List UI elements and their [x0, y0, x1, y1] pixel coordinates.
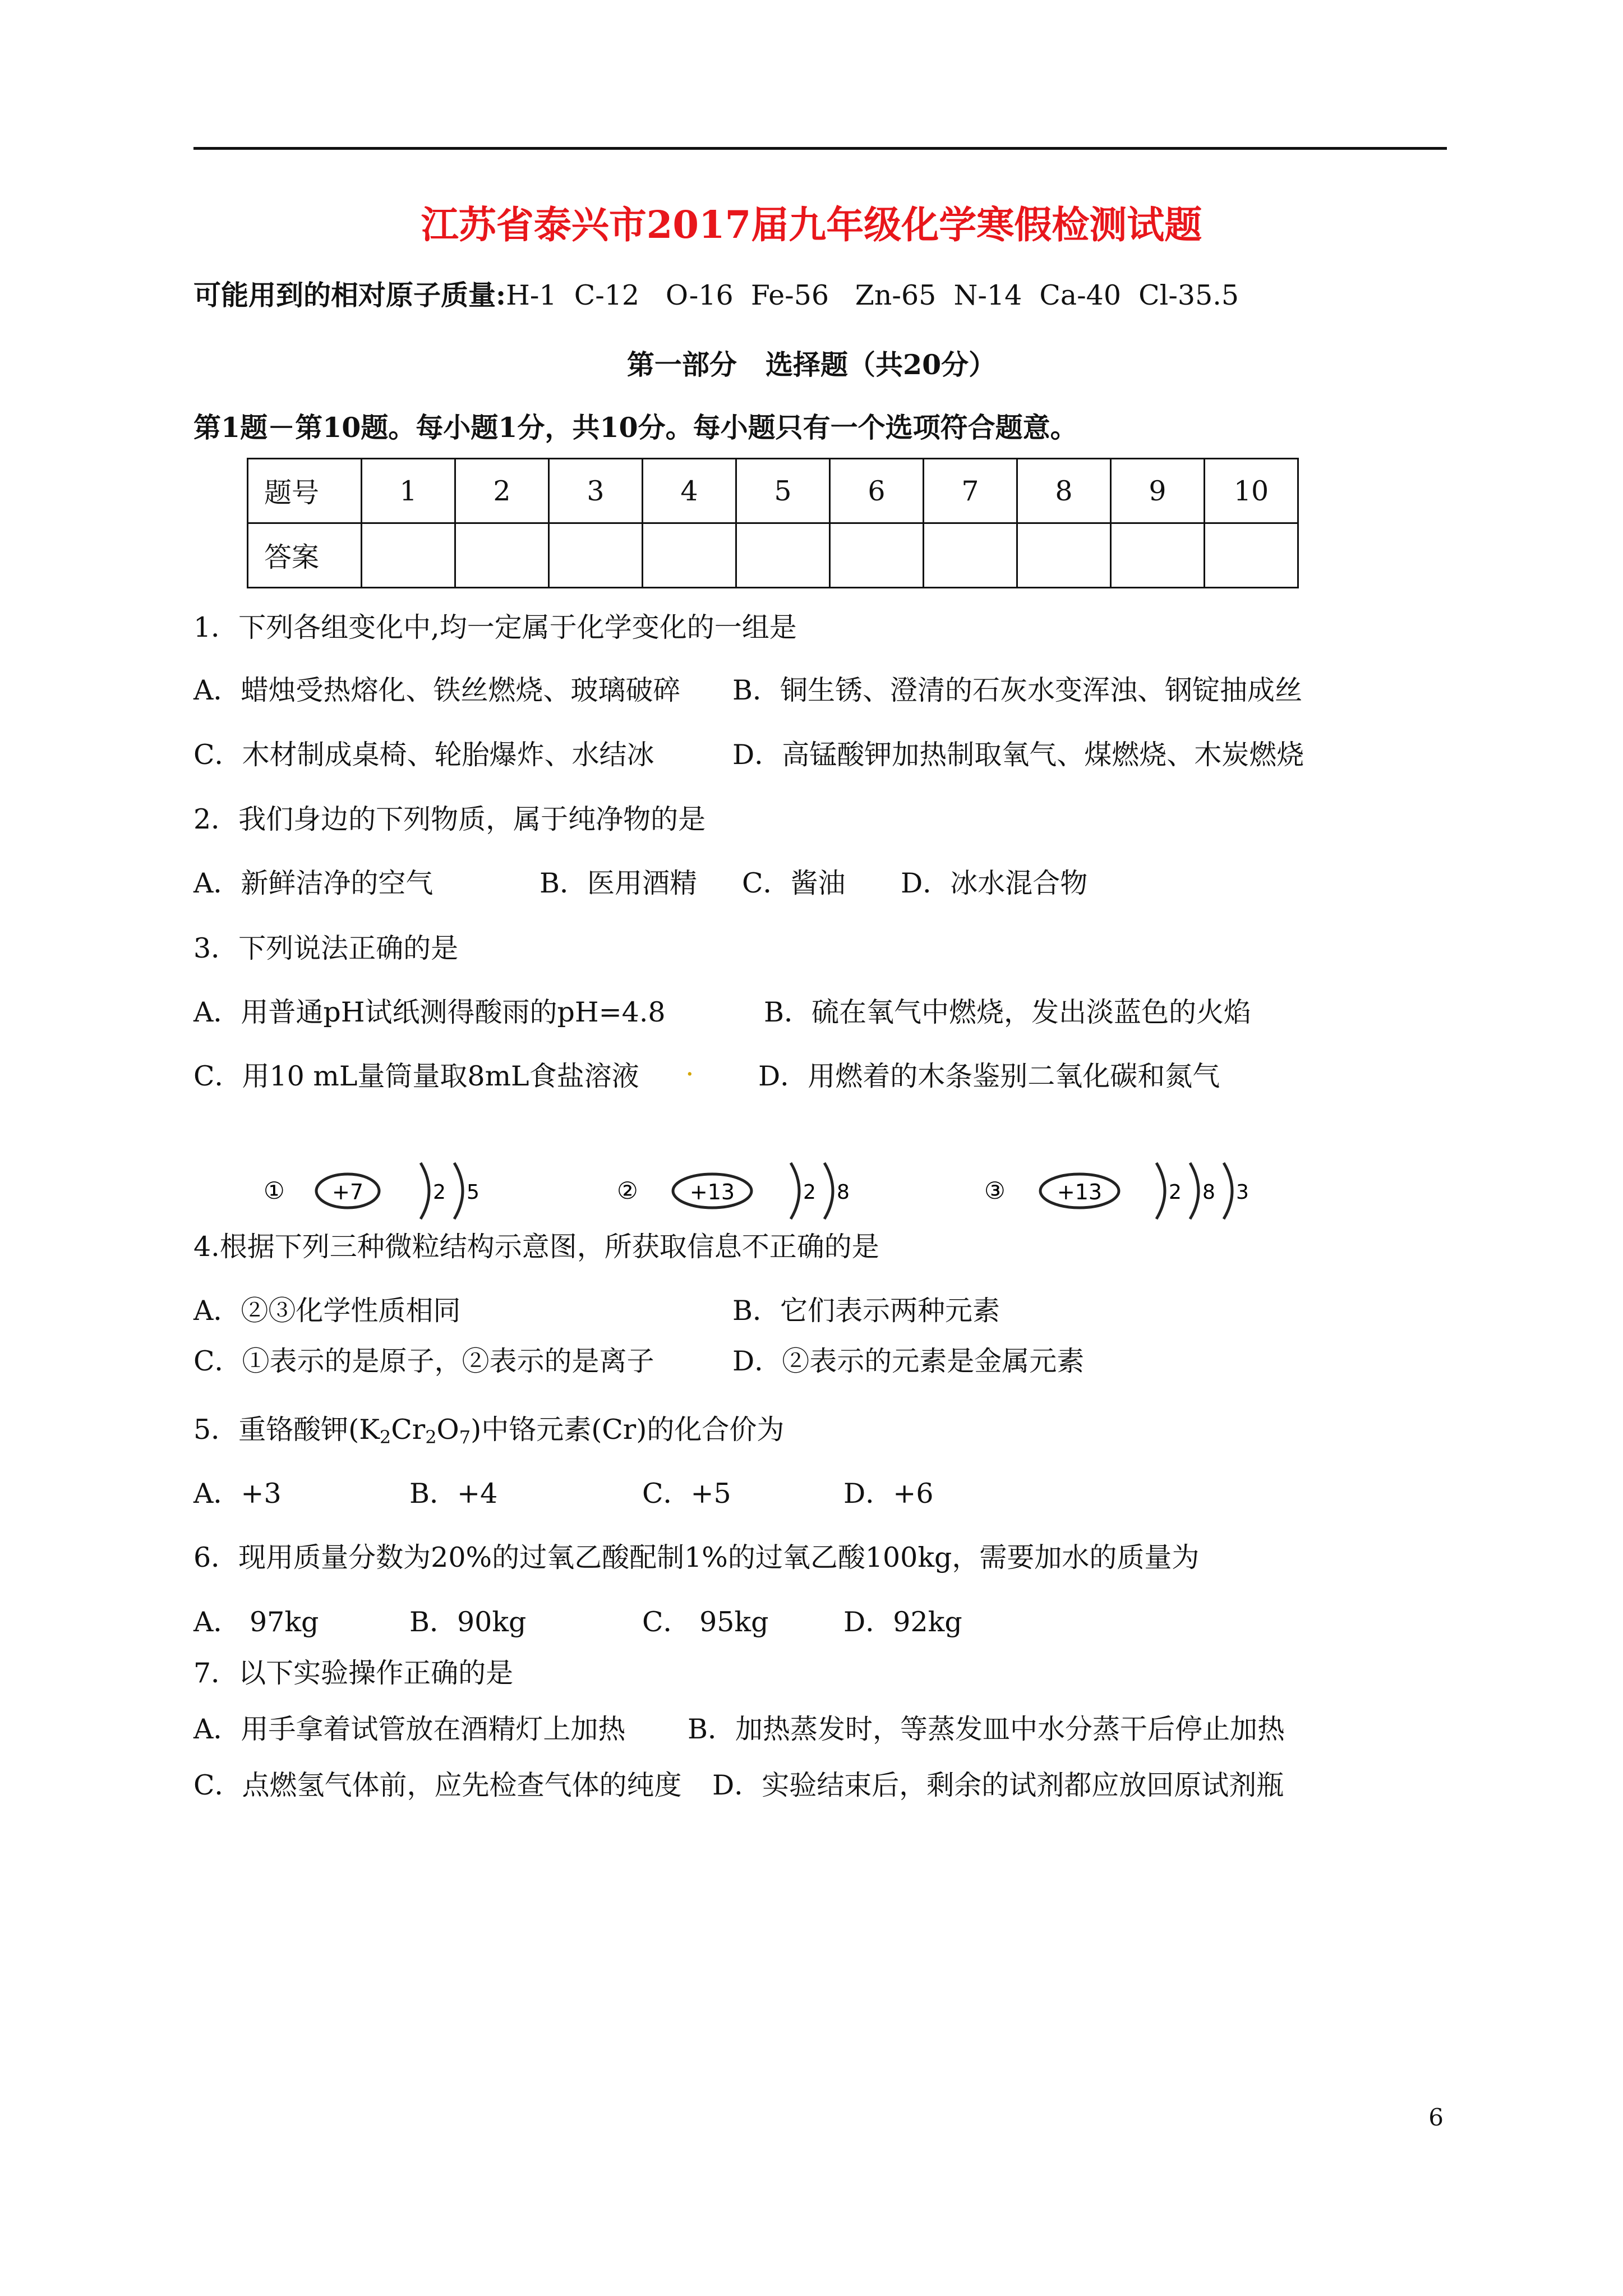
shell-electron-count: 2: [433, 1181, 446, 1204]
formula-part: O: [436, 1414, 459, 1446]
answer-cell[interactable]: [830, 523, 924, 588]
answer-cell[interactable]: [362, 523, 455, 588]
page-number: 6: [1428, 2104, 1444, 2131]
table-header-answer: 答案: [248, 523, 362, 588]
q4-option-d: D．②表示的元素是金属元素: [732, 1345, 1085, 1377]
shell-electron-count: 8: [837, 1181, 850, 1204]
q1-option-d: D．高锰酸钾加热制取氧气、煤燃烧、木炭燃烧: [732, 739, 1304, 771]
answer-cell[interactable]: [643, 523, 736, 588]
q3-option-b: B．硫在氧气中燃烧，发出淡蓝色的火焰: [764, 996, 1252, 1028]
q7-option-c: C．点燃氢气体前，应先检查气体的纯度: [193, 1769, 682, 1801]
table-number-cell: 5: [736, 459, 830, 523]
answer-cell[interactable]: [1017, 523, 1111, 588]
q7-option-d: D．实验结束后，剩余的试剂都应放回原试剂瓶: [712, 1769, 1284, 1801]
q1-stem: 1．下列各组变化中,均一定属于化学变化的一组是: [193, 611, 797, 643]
electron-shell-arc: [791, 1163, 799, 1219]
answer-cell[interactable]: [549, 523, 643, 588]
q7-option-b: B．加热蒸发时，等蒸发皿中水分蒸干后停止加热: [688, 1713, 1285, 1745]
shell-electron-count: 2: [1169, 1181, 1182, 1204]
table-number-cell: 4: [643, 459, 736, 523]
table-number-cell: 9: [1111, 459, 1205, 523]
table-number-cell: 3: [549, 459, 643, 523]
q4-option-b: B．它们表示两种元素: [732, 1295, 1000, 1327]
formula-subscript: 2: [425, 1427, 437, 1448]
electron-shell-arc: [1156, 1163, 1165, 1219]
formula-subscript: 2: [379, 1427, 391, 1448]
q5-stem: [193, 1408, 784, 1448]
answer-cell[interactable]: [1205, 523, 1298, 588]
shell-electron-count: 8: [1202, 1181, 1215, 1204]
q1-option-c: C．木材制成桌椅、轮胎爆炸、水结冰: [193, 739, 654, 771]
particle-label: ③: [984, 1177, 1006, 1204]
q6-option-c: C． 95kg: [642, 1606, 769, 1638]
answer-table: [247, 458, 1299, 588]
answer-cell[interactable]: [1111, 523, 1205, 588]
q3-option-a: A．用普通pH试纸测得酸雨的pH=4.8: [193, 996, 666, 1028]
shell-electron-count: 5: [467, 1181, 479, 1204]
nucleus-charge: +13: [1057, 1180, 1103, 1204]
q2-option-c: C．酱油: [742, 867, 846, 899]
q4-stem: 4.根据下列三种微粒结构示意图，所获取信息不正确的是: [193, 1231, 879, 1263]
q1-option-a: A．蜡烛受热熔化、铁丝燃烧、玻璃破碎: [193, 674, 681, 706]
atomic-mass-label: 可能用到的相对原子质量:: [193, 279, 506, 311]
electron-shell-arc: [1190, 1163, 1198, 1219]
q5-option-b: B．+4: [409, 1478, 498, 1510]
q5-stem-pre: 5．重铬酸钾(K: [193, 1414, 380, 1446]
answer-cell[interactable]: [455, 523, 549, 588]
electron-shell-arc: [824, 1163, 833, 1219]
particle-label: ②: [617, 1177, 638, 1204]
q3-option-c: C．用10 mL量筒量取8mL食盐溶液: [193, 1060, 639, 1092]
q3-option-d: D．用燃着的木条鉴别二氧化碳和氮气: [758, 1060, 1220, 1092]
answer-table-number-row: [248, 459, 1298, 523]
q4-option-c: C．①表示的是原子，②表示的是离子: [193, 1345, 654, 1377]
nucleus-charge: +7: [331, 1180, 364, 1204]
shell-electron-count: 2: [803, 1181, 816, 1204]
q6-option-b: B．90kg: [409, 1606, 527, 1638]
electron-shell-arc: [1224, 1163, 1232, 1219]
table-number-cell: 6: [830, 459, 924, 523]
table-number-cell: 10: [1205, 459, 1298, 523]
answer-cell[interactable]: [924, 523, 1017, 588]
table-number-cell: 7: [924, 459, 1017, 523]
stray-dot: .: [685, 1050, 694, 1082]
q6-stem: 6．现用质量分数为20%的过氧乙酸配制1%的过氧乙酸100kg，需要加水的质量为: [193, 1542, 1200, 1573]
q2-option-d: D．冰水混合物: [901, 867, 1088, 899]
answer-cell[interactable]: [736, 523, 830, 588]
q7-stem: 7．以下实验操作正确的是: [193, 1657, 514, 1689]
instruction: 第1题－第10题。每小题1分，共10分。每小题只有一个选项符合题意。: [193, 411, 1078, 444]
q1-option-b: B．铜生锈、澄清的石灰水变浑浊、钢锭抽成丝: [732, 674, 1303, 706]
particle-structure-diagram: [252, 1153, 1307, 1226]
q4-option-a: A．②③化学性质相同: [193, 1295, 461, 1327]
atomic-mass-line: [193, 274, 1239, 313]
q2-stem: 2．我们身边的下列物质，属于纯净物的是: [193, 803, 706, 835]
table-number-cell: 2: [455, 459, 549, 523]
q7-option-a: A．用手拿着试管放在酒精灯上加热: [193, 1713, 626, 1745]
formula-part: Cr: [391, 1414, 426, 1446]
q5-option-c: C．+5: [642, 1478, 731, 1510]
page-title: 江苏省泰兴市2017届九年级化学寒假检测试题: [421, 203, 1202, 247]
part-heading: 第一部分 选择题（共20分）: [626, 348, 997, 381]
q3-stem: 3．下列说法正确的是: [193, 932, 459, 964]
electron-shell-arc: [421, 1163, 429, 1219]
atomic-mass-values: H-1 C-12 O-16 Fe-56 Zn-65 N-14 Ca-40 Cl-35.5: [506, 279, 1239, 311]
table-header-number: 题号: [248, 459, 362, 523]
table-number-cell: 8: [1017, 459, 1111, 523]
particle-1: [264, 1163, 479, 1219]
nucleus-charge: +13: [689, 1180, 735, 1204]
q6-option-a: A． 97kg: [193, 1606, 319, 1638]
particle-label: ①: [264, 1177, 285, 1204]
shell-electron-count: 3: [1236, 1181, 1249, 1204]
q5-option-d: D．+6: [843, 1478, 934, 1510]
electron-shell-arc: [454, 1163, 463, 1219]
header-rule: [193, 147, 1447, 150]
table-number-cell: 1: [362, 459, 455, 523]
q2-option-b: B．医用酒精: [540, 867, 698, 899]
formula-subscript: 7: [459, 1427, 471, 1448]
answer-table-answer-row: [248, 523, 1298, 588]
q5-option-a: A．+3: [193, 1478, 282, 1510]
q5-stem-post: )中铬元素(Cr)的化合价为: [471, 1414, 785, 1446]
q6-option-d: D．92kg: [843, 1606, 962, 1638]
q2-option-a: A．新鲜洁净的空气: [193, 867, 434, 899]
particle-2: [617, 1163, 850, 1219]
particle-3: [984, 1163, 1249, 1219]
